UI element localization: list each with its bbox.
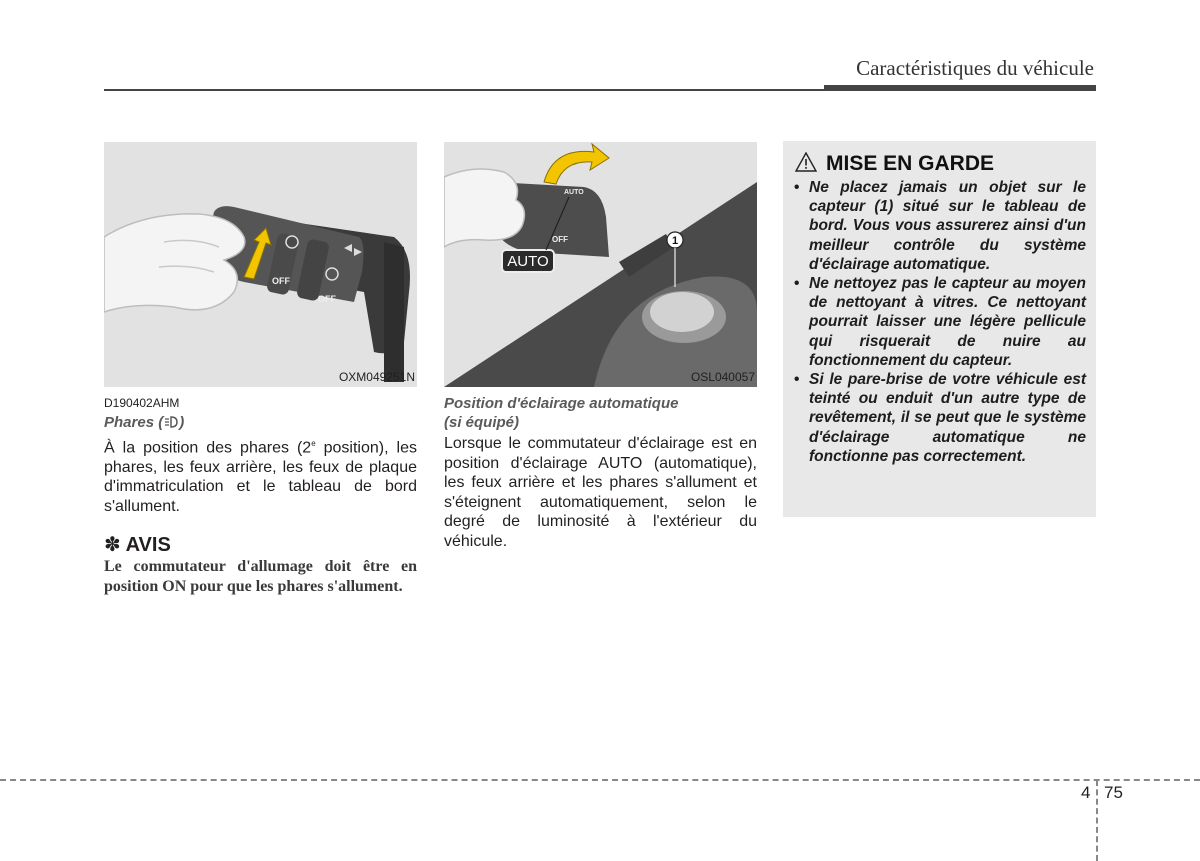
fig2-off-label: OFF bbox=[552, 235, 568, 244]
paragraph-auto: Lorsque le commutateur d'éclairage est en position d'éclairage AUTO (automatique), les feux arrière et les phares s'allument et s'éteignent automatiquement, selon le degré de luminosité à l'extérieur du véhicule. bbox=[444, 435, 757, 550]
fig1-off-label-1: OFF bbox=[272, 276, 290, 286]
paragraph-phares-part1: À la position des phares (2 bbox=[104, 439, 312, 457]
section-ref-code: D190402AHM bbox=[104, 396, 180, 410]
asterism-icon: ✽ bbox=[104, 534, 121, 556]
fig2-auto-sign: AUTO bbox=[507, 253, 549, 270]
headlight-switch-illustration bbox=[104, 142, 417, 387]
avis-text: Le commutateur d'allumage doit être en position ON pour que les phares s'allument. bbox=[104, 558, 417, 595]
figure-code: OXM049251N bbox=[338, 370, 415, 384]
headlight-icon bbox=[164, 415, 178, 429]
footer-dashed-rule bbox=[0, 779, 1200, 781]
header-rule-accent bbox=[824, 85, 1096, 91]
page-header-title: Caractéristiques du véhicule bbox=[856, 56, 1094, 80]
fig2-marker-1: 1 bbox=[671, 235, 679, 247]
figure-headlight-switch bbox=[104, 142, 417, 387]
avis-title: AVIS bbox=[125, 534, 171, 556]
subhead-phares bbox=[104, 413, 184, 432]
warning-item-text: Ne nettoyez pas le capteur au moyen de nettoyant à vitres. Ce nettoyant pourrait laisser une légère pellicule qui risquerait de nuire au fonctionnement du capteur. bbox=[809, 275, 1086, 369]
avis-heading bbox=[104, 532, 171, 557]
warning-item: • Si le pare-brise de votre véhicule est teinté ou enduit d'un autre type de revêtement, il se peut que le système d'éclairage automatique ne fonctionne pas correctement. bbox=[794, 371, 1086, 465]
warning-triangle-icon bbox=[795, 152, 817, 177]
auto-light-illustration bbox=[444, 142, 757, 387]
fig2-auto-small: AUTO bbox=[564, 189, 584, 196]
warning-list bbox=[783, 178, 1096, 466]
paragraph-phares-part2: position), les phares, les feux arrière, les feux de plaque d'immatriculation et le tableau de bord s'allument. bbox=[104, 439, 417, 515]
figure-code: OSL040057 bbox=[690, 370, 755, 384]
subhead-auto-line1: Position d'éclairage automatique bbox=[444, 395, 679, 412]
warning-box bbox=[783, 141, 1096, 517]
subhead-auto-line2: (si équipé) bbox=[444, 414, 520, 431]
warning-item: • Ne placez jamais un objet sur le capteur (1) situé sur le tableau de bord. Vous vous assurerez ainsi d'un meilleur contrôle du système d'éclairage automatique. bbox=[794, 179, 1086, 273]
warning-item-text: Ne placez jamais un objet sur le capteur (1) situé sur le tableau de bord. Vous vous assurerez ainsi d'un meilleur contrôle du système d'éclairage automatique. bbox=[809, 179, 1086, 273]
subhead-suffix: ) bbox=[179, 414, 185, 431]
warning-title: MISE EN GARDE bbox=[826, 152, 995, 175]
page-number: 75 bbox=[1104, 783, 1123, 802]
paragraph-phares bbox=[104, 434, 417, 516]
chapter-number: 4 bbox=[1081, 783, 1091, 802]
subhead-prefix: Phares ( bbox=[104, 414, 164, 431]
superscript: e bbox=[311, 439, 316, 448]
subhead-auto bbox=[444, 394, 757, 432]
footer-dashed-separator bbox=[1096, 780, 1098, 861]
warning-item: • Ne nettoyez pas le capteur au moyen de nettoyant à vitres. Ce nettoyant pourrait laisser une légère pellicule qui risquerait de nuire au fonctionnement du capteur. bbox=[794, 275, 1086, 369]
fig1-off-label-2: OFF bbox=[318, 294, 336, 304]
warning-item-text: Si le pare-brise de votre véhicule est teinté ou enduit d'un autre type de revêtement, il se peut que le système d'éclairage automatique ne fonctionne pas correctement. bbox=[809, 371, 1086, 465]
figure-auto-light-position bbox=[444, 142, 757, 387]
